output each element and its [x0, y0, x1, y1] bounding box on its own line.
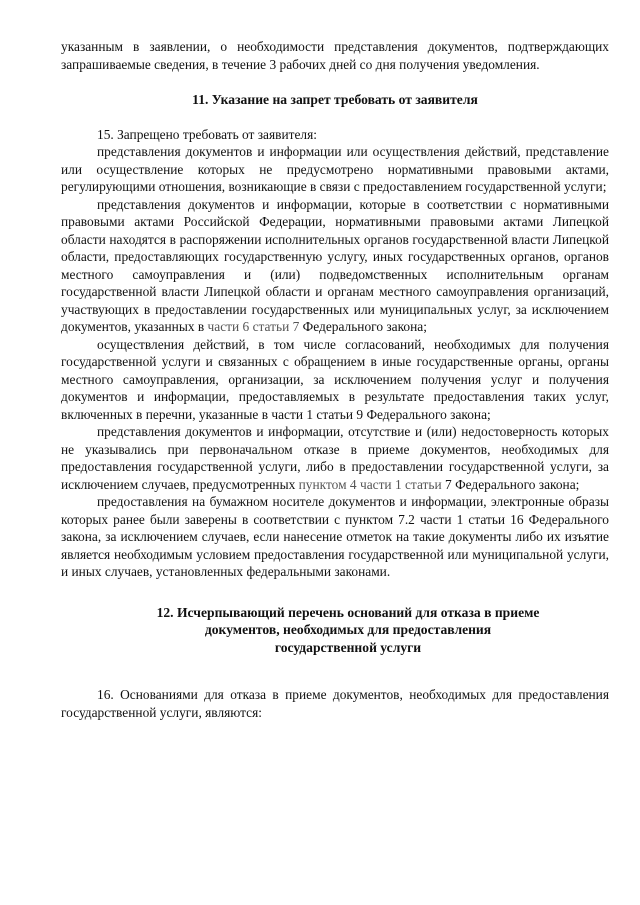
paragraph-15-item-1: представления документов и информации или осуществления действий, представление или осуществление которых не предусмотрено нормативными правовыми актами, регулирующими отношения, возникающие в связи с предоставлением государственной услуги;: [61, 144, 609, 194]
paragraph-15-item-4-text: представления документов и информации, отсутствие и (или) недостоверность которых не указывались при первоначальном отказе в приеме документов, необходимых для предоставления государственной услуги, либо в предоставлении государственной услуги, за исключением случаев, предусмотренных: [61, 424, 609, 492]
section-12-heading-line-2: документов, необходимых для предоставления: [204, 622, 492, 637]
paragraph-15-item-4-tail: 7 Федерального закона;: [441, 476, 580, 492]
paragraph-15-lead: 15. Запрещено требовать от заявителя:: [97, 126, 317, 142]
law-reference-part6-article7: части 6 статьи 7: [207, 319, 300, 334]
paragraph-15-item-5: предоставления на бумажном носителе документов и информации, электронные образы которых ранее были заверены в соответствии с пунктом 7.2 части 1 статьи 16 Федерального закона, за исключением случаев, если нанесение отметок на такие документы либо их изъятие является необходимым условием предоставления государственной или муниципальной услуги, и иных случаев, установленных федеральными законами.: [61, 494, 609, 579]
document-page: [61, 38, 609, 721]
paragraph-intro: указанным в заявлении, о необходимости представления документов, подтверждающих запрашиваемые сведения, в течение 3 рабочих дней со дня получения уведомления.: [61, 39, 609, 72]
paragraph-15-item-2-text: представления документов и информации, которые в соответствии с нормативными правовыми актами Российской Федерации, нормативными правовыми актами Липецкой области находятся в распоряжении исполнительных органов государственной власти Липецкой области, предоставляющих государственную услугу, иных государственных органов, органов местного самоуправления и (или) подведомственных исполнительным органам государственной власти Липецкой области и органам местного самоуправления организаций, участвующих в предоставлении государственных или муниципальных услуг, за исключением документов, указанных в: [61, 196, 609, 334]
paragraph-15-item-2-tail: Федерального закона;: [299, 319, 427, 334]
section-12-heading-line-3: государственной услуги: [274, 639, 422, 655]
paragraph-15-item-2: [61, 196, 609, 336]
paragraph-16: 16. Основаниями для отказа в приеме документов, необходимых для предоставления государственной услуги, являются:: [61, 687, 609, 720]
section-11-heading: 11. Указание на запрет требовать от заявителя: [192, 92, 478, 107]
section-12-heading-line-1: 12. Исчерпывающий перечень оснований для отказа в приеме: [156, 604, 540, 620]
paragraph-15-item-3: осуществления действий, в том числе согласований, необходимых для получения государственной услуги и связанных с обращением в иные государственные органы, органы местного самоуправления, организации, за исключением получения услуг и получения документов и информации, предоставляемых в результате предоставления таких услуг, включенных в перечни, указанные в части 1 статьи 9 Федерального закона;: [61, 336, 609, 422]
paragraph-15-item-4: [61, 423, 609, 493]
section-12-heading: [61, 604, 609, 657]
law-reference-item4-part1: пунктом 4 части 1 статьи: [298, 476, 442, 492]
